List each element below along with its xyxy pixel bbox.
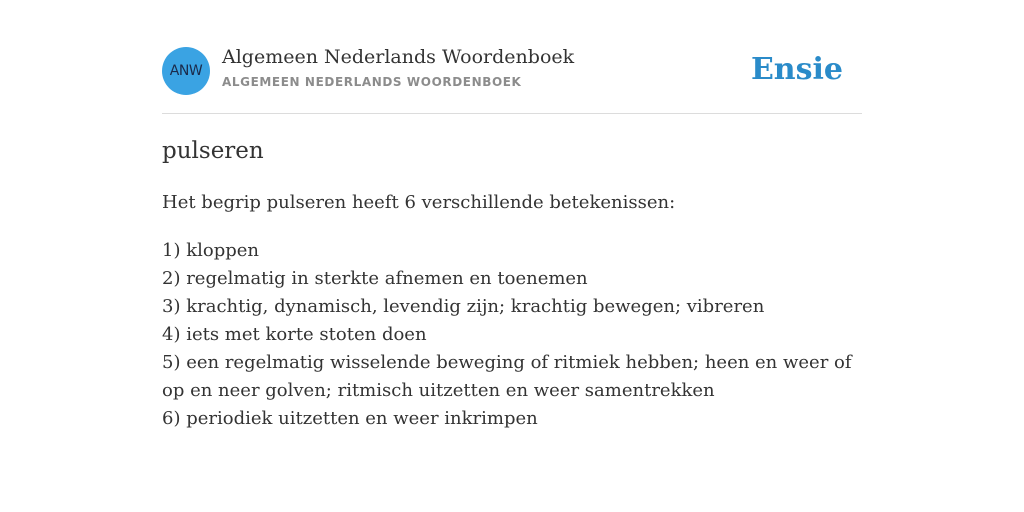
meaning-item: 6) periodiek uitzetten en weer inkrimpen — [162, 408, 538, 429]
meaning-item: 4) iets met korte stoten doen — [162, 324, 427, 345]
card-header — [162, 0, 862, 114]
source-subtitle: ALGEMEEN NEDERLANDS WOORDENBOEK — [222, 75, 522, 89]
meaning-item: 3) krachtig, dynamisch, levendig zijn; krachtig bewegen; vibreren — [162, 296, 765, 317]
ensie-logo[interactable]: Ensie — [750, 52, 843, 87]
meanings-list — [162, 237, 862, 433]
meaning-item: 1) kloppen — [162, 240, 259, 261]
source-title[interactable]: Algemeen Nederlands Woordenboek — [222, 46, 575, 68]
entry-intro: Het begrip pulseren heeft 6 verschillende betekenissen: — [162, 192, 676, 213]
anw-logo[interactable]: ANW — [162, 47, 210, 95]
meaning-item: 5) een regelmatig wisselende beweging of ritmiek hebben; heen en weer of op en neer golven; ritmisch uitzetten en weer samentrekken — [162, 352, 852, 401]
entry-word: pulseren — [162, 138, 264, 164]
meaning-item: 2) regelmatig in sterkte afnemen en toenemen — [162, 268, 588, 289]
definition-card — [162, 0, 862, 429]
